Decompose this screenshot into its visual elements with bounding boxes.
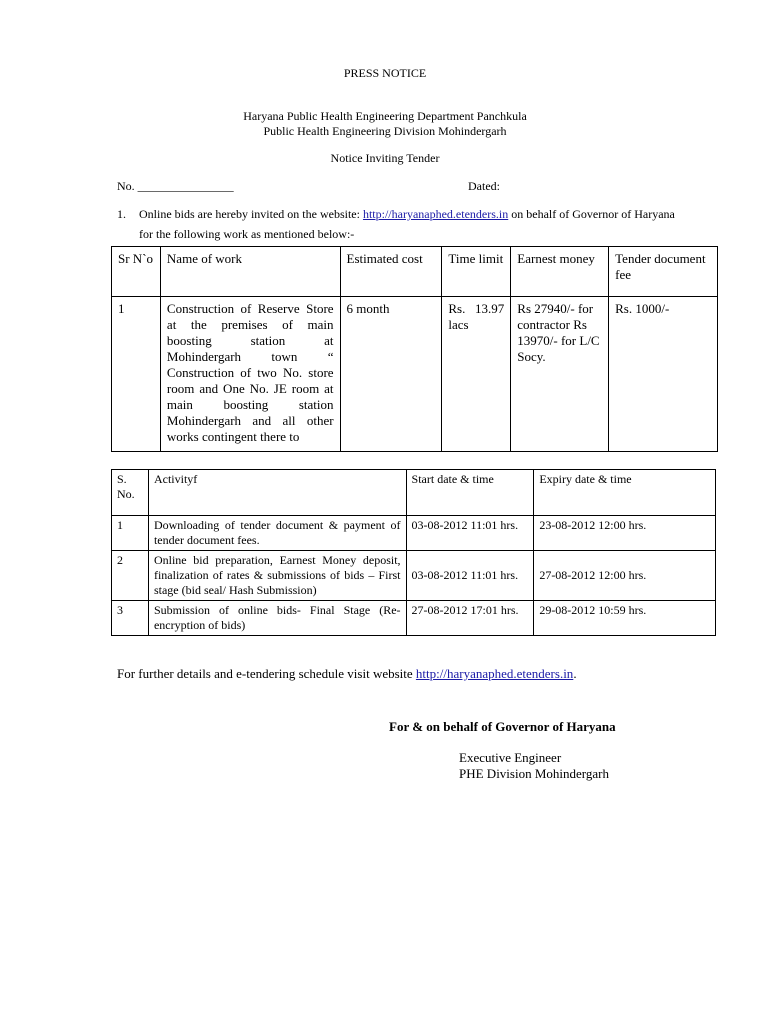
header-tender-fee: Tender document fee bbox=[609, 247, 718, 297]
intro-text bbox=[139, 207, 675, 222]
header-activity: Activityf bbox=[148, 470, 406, 516]
header-s-no: S. No. bbox=[112, 470, 149, 516]
header-start-date: Start date & time bbox=[406, 470, 534, 516]
details-text-after: . bbox=[573, 666, 577, 681]
cell-earnest-money: Rs 27940/- for contractor Rs 13970/- for L/C Socy. bbox=[511, 297, 609, 452]
further-details bbox=[117, 666, 577, 682]
cell-activity: Online bid preparation, Earnest Money deposit, finalization of rates & submissions of bids – First stage (bid seal/ Hash Submission) bbox=[148, 551, 406, 601]
page-title: PRESS NOTICE bbox=[343, 66, 427, 80]
website-link[interactable]: http://haryanaphed.etenders.in bbox=[362, 207, 509, 221]
cell-activity: Submission of online bids- Final Stage (Re-encryption of bids) bbox=[148, 601, 406, 636]
table-row bbox=[112, 516, 716, 551]
cell-sn: 1 bbox=[112, 516, 149, 551]
on-behalf-line: For & on behalf of Governor of Haryana bbox=[389, 719, 616, 734]
table-row bbox=[112, 551, 716, 601]
cell-sr: 1 bbox=[112, 297, 161, 452]
cell-expiry: 27-08-2012 12:00 hrs. bbox=[534, 551, 716, 601]
division-line: Public Health Engineering Division Mohindergarh bbox=[263, 124, 507, 138]
header-earnest-money: Earnest money bbox=[511, 247, 609, 297]
cell-expiry: 29-08-2012 10:59 hrs. bbox=[534, 601, 716, 636]
work-table bbox=[111, 246, 718, 452]
cell-start: 27-08-2012 17:01 hrs. bbox=[406, 601, 534, 636]
department-line: Haryana Public Health Engineering Department Panchkula bbox=[243, 109, 527, 123]
cell-start: 03-08-2012 11:01 hrs. bbox=[406, 516, 534, 551]
header-expiry-date: Expiry date & time bbox=[534, 470, 716, 516]
cell-time-limit: Rs. 13.97 lacs bbox=[442, 297, 511, 452]
cell-expiry: 23-08-2012 12:00 hrs. bbox=[534, 516, 716, 551]
intro-text-before: Online bids are hereby invited on the website: bbox=[139, 207, 363, 221]
table-row bbox=[112, 297, 718, 452]
notice-number: No. ________________ bbox=[117, 179, 234, 193]
notice-title: Notice Inviting Tender bbox=[330, 151, 440, 165]
cell-start: 03-08-2012 11:01 hrs. bbox=[406, 551, 534, 601]
signatory-division: PHE Division Mohindergarh bbox=[459, 766, 609, 781]
schedule-table-header bbox=[112, 470, 716, 516]
cell-tender-fee: Rs. 1000/- bbox=[609, 297, 718, 452]
dated-label: Dated: bbox=[468, 179, 500, 193]
header-time-limit: Time limit bbox=[442, 247, 511, 297]
intro-text-after: on behalf of Governor of Haryana bbox=[508, 207, 675, 221]
cell-sn: 2 bbox=[112, 551, 149, 601]
schedule-table bbox=[111, 469, 716, 636]
cell-estimated-cost: 6 month bbox=[340, 297, 442, 452]
work-table-header bbox=[112, 247, 718, 297]
details-website-link[interactable]: http://haryanaphed.etenders.in bbox=[415, 666, 574, 681]
cell-activity: Downloading of tender document & payment of tender document fees. bbox=[148, 516, 406, 551]
details-text-before: For further details and e-tendering schedule visit website bbox=[117, 666, 416, 681]
cell-sn: 3 bbox=[112, 601, 149, 636]
table-row bbox=[112, 601, 716, 636]
intro-number: 1. bbox=[117, 207, 126, 221]
cell-name-of-work: Construction of Reserve Store at the premises of main boosting station at Mohindergarh town “ Construction of two No. store room and One No. JE room at main boosting station Mohindergarh and all other works contingent there to bbox=[160, 297, 340, 452]
signatory-title: Executive Engineer bbox=[459, 750, 562, 765]
header-estimated-cost: Estimated cost bbox=[340, 247, 442, 297]
header-name-of-work: Name of work bbox=[160, 247, 340, 297]
intro-line2: for the following work as mentioned below:- bbox=[139, 227, 355, 241]
header-sr-no: Sr N`o bbox=[112, 247, 161, 297]
